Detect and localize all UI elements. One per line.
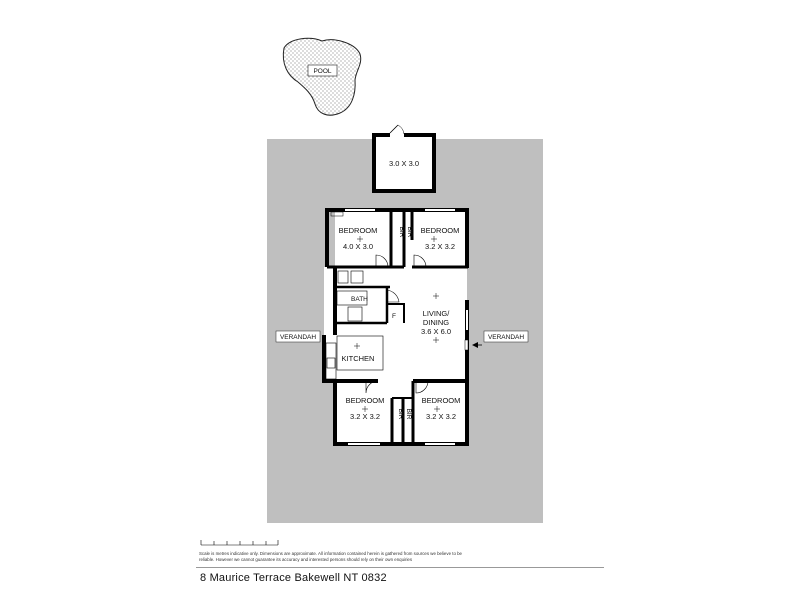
bir-bottom-label: BIR: [397, 408, 404, 420]
pool-label: POOL: [313, 68, 332, 75]
bir-top-label-2: BIR: [406, 226, 413, 238]
shed: [374, 125, 434, 191]
bedroom-bottom-left-dims: 3.2 X 3.2: [349, 412, 381, 421]
entry-door-marker: [465, 340, 468, 350]
verandah-left: [276, 331, 320, 342]
verandah-right-label: VERANDAH: [487, 334, 525, 341]
scale-bar: [201, 540, 278, 545]
bath-label: BATH: [351, 296, 368, 303]
property-address: 8 Maurice Terrace Bakewell NT 0832: [200, 572, 387, 584]
living-label-1: LIVING/: [422, 309, 450, 318]
bedroom-top-left-name: BEDROOM: [338, 226, 378, 235]
kitchen-label: KITCHEN: [341, 354, 375, 363]
shed-door-gap: [390, 131, 404, 138]
pool-shape: [283, 38, 360, 115]
bedroom-top-right-dims: 3.2 X 3.2: [424, 242, 456, 251]
disclaimer-text: Scale is metres indicative only. Dimensions are approximate. All information contained herein is gathered from sources we believe to be reliable. However we cannot guarantee its accuracy and interested persons should rely on their own enquiries: [199, 551, 462, 562]
bedroom-bottom-left-name: BEDROOM: [345, 396, 385, 405]
bedroom-top-left-dims: 4.0 X 3.0: [342, 242, 374, 251]
fridge-label: F: [392, 313, 396, 320]
living-dims: 3.6 X 6.0: [420, 327, 452, 336]
pool: [283, 38, 360, 115]
footer-divider: [196, 567, 604, 568]
bedroom-bottom-right-dims: 3.2 X 3.2: [425, 412, 457, 421]
bir-top-label: BIR: [398, 226, 405, 238]
bedroom-bottom-right-name: BEDROOM: [421, 396, 461, 405]
living-label-2: DINING: [422, 318, 450, 327]
verandah-left-label: VERANDAH: [279, 334, 317, 341]
shed-dims: 3.0 X 3.0: [388, 159, 420, 168]
house: [322, 208, 469, 446]
bedroom-top-right-name: BEDROOM: [420, 226, 460, 235]
bir-bottom-label-2: BIR: [405, 408, 412, 420]
